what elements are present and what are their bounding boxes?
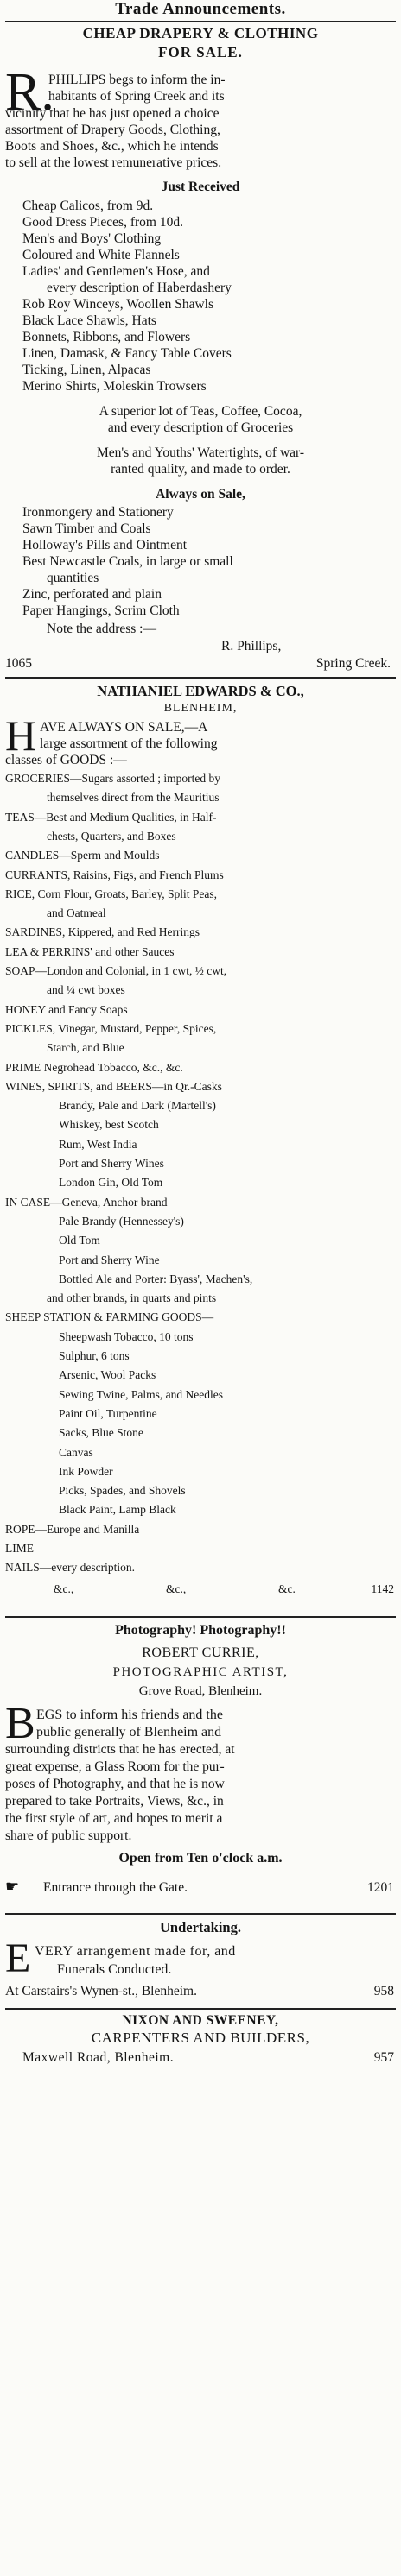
paragraph-line: A superior lot of Teas, Coffee, Cocoa, bbox=[99, 404, 302, 419]
goods-line: Rum, West India bbox=[59, 1137, 137, 1151]
list-item: Ladies' and Gentlemen's Hose, and bbox=[22, 264, 210, 279]
goods-line: ROPE—Europe and Manilla bbox=[5, 1522, 140, 1536]
address-line: Maxwell Road, Blenheim. bbox=[22, 2050, 175, 2065]
intro-line: Boots and Shoes, &c., which he intends bbox=[5, 139, 219, 154]
ad-number: 957 bbox=[373, 2050, 394, 2065]
opening-hours: Open from Ten o'clock a.m. bbox=[118, 1851, 283, 1866]
goods-line: NAILS—every description. bbox=[5, 1561, 135, 1575]
paragraph-line: ranted quality, and made to order. bbox=[111, 462, 290, 477]
divider bbox=[5, 21, 396, 22]
goods-line: LEA & PERRINS' and other Sauces bbox=[5, 944, 175, 958]
section-title: Always on Sale, bbox=[156, 487, 245, 502]
goods-line: London Gin, Old Tom bbox=[59, 1176, 163, 1190]
goods-line: RICE, Corn Flour, Groats, Barley, Split Peas, bbox=[5, 887, 217, 900]
goods-line: GROCERIES—Sugars assorted ; imported by bbox=[5, 772, 220, 785]
goods-line: WINES, SPIRITS, and BEERS—in Qr.-Casks bbox=[5, 1079, 222, 1093]
goods-line: CURRANTS, Raisins, Figs, and French Plums bbox=[5, 868, 224, 881]
goods-line: Port and Sherry Wine bbox=[59, 1253, 160, 1266]
goods-line: Sacks, Blue Stone bbox=[59, 1426, 143, 1440]
intro-line: public generally of Blenheim and bbox=[36, 1725, 222, 1739]
divider bbox=[5, 677, 396, 679]
list-item: Cheap Calicos, from 9d. bbox=[22, 199, 154, 213]
list-item: Ticking, Linen, Alpacas bbox=[22, 363, 151, 377]
list-item: Zinc, perforated and plain bbox=[22, 587, 162, 602]
drop-capital: B bbox=[5, 1699, 35, 1748]
goods-line: Starch, and Blue bbox=[47, 1041, 124, 1055]
goods-line: Whiskey, best Scotch bbox=[59, 1118, 159, 1132]
intro-line: to sell at the lowest remunerative prices. bbox=[5, 155, 222, 170]
intro-line: the first style of art, and hopes to merit a bbox=[5, 1811, 223, 1826]
list-item: Holloway's Pills and Ointment bbox=[22, 538, 188, 552]
list-item: every description of Haberdashery bbox=[47, 281, 232, 295]
etc-mark: &c., bbox=[54, 1582, 74, 1595]
ad-heading: FOR SALE. bbox=[158, 44, 243, 60]
list-item: quantities bbox=[47, 571, 99, 585]
ad-number: 1142 bbox=[371, 1582, 394, 1595]
list-item: Ironmongery and Stationery bbox=[22, 505, 174, 520]
artist-name: ROBERT CURRIE, bbox=[142, 1645, 259, 1660]
intro-line: habitants of Spring Creek and its bbox=[48, 89, 225, 104]
ad-subheading: CARPENTERS AND BUILDERS, bbox=[91, 2030, 310, 2046]
drop-capital: H bbox=[5, 711, 37, 760]
ad-heading: NATHANIEL EDWARDS & CO., bbox=[97, 683, 304, 699]
list-item: Black Lace Shawls, Hats bbox=[22, 313, 156, 328]
intro-line: surrounding districts that he has erected, at bbox=[5, 1742, 235, 1757]
list-item: Bonnets, Ribbons, and Flowers bbox=[22, 330, 191, 344]
ad-subheading: BLENHEIM, bbox=[163, 702, 238, 715]
goods-line: TEAS—Best and Medium Qualities, in Half- bbox=[5, 810, 217, 824]
intro-line: PHILLIPS begs to inform the in- bbox=[48, 73, 226, 87]
goods-line: Bottled Ale and Porter: Byass', Machen's, bbox=[59, 1272, 253, 1285]
artist-address: Grove Road, Blenheim. bbox=[138, 1684, 263, 1698]
ad-heading: Photography! Photography!! bbox=[115, 1623, 286, 1638]
goods-line: IN CASE—Geneva, Anchor brand bbox=[5, 1195, 168, 1209]
goods-line: Sewing Twine, Palms, and Needles bbox=[59, 1387, 224, 1401]
section-title: Just Received bbox=[161, 180, 240, 194]
goods-line: Black Paint, Lamp Black bbox=[59, 1503, 176, 1517]
intro-line: prepared to take Portraits, Views, &c., in bbox=[5, 1794, 224, 1809]
list-item: Best Newcastle Coals, in large or small bbox=[22, 554, 233, 569]
intro-line: poses of Photography, and that he is now bbox=[5, 1777, 225, 1791]
divider bbox=[5, 1616, 396, 1618]
goods-line: Paint Oil, Turpentine bbox=[59, 1406, 157, 1420]
paragraph-line: and every description of Groceries bbox=[107, 420, 294, 435]
pointing-hand-icon: ☛ bbox=[5, 1878, 20, 1895]
intro-line: EGS to inform his friends and the bbox=[36, 1708, 223, 1722]
goods-line: LIME bbox=[5, 1542, 34, 1555]
intro-line: large assortment of the following bbox=[40, 736, 218, 751]
goods-line: PRIME Negrohead Tobacco, &c., &c. bbox=[5, 1060, 183, 1074]
goods-line: and other brands, in quarts and pints bbox=[47, 1291, 217, 1305]
goods-line: themselves direct from the Mauritius bbox=[47, 791, 220, 805]
artist-title: PHOTOGRAPHIC ARTIST, bbox=[112, 1665, 289, 1679]
divider bbox=[5, 2008, 396, 2010]
goods-line: Sulphur, 6 tons bbox=[59, 1349, 130, 1362]
list-item: Men's and Boys' Clothing bbox=[22, 231, 162, 246]
goods-line: CANDLES—Sperm and Moulds bbox=[5, 849, 160, 862]
goods-line: and ¼ cwt boxes bbox=[47, 983, 125, 997]
goods-line: Ink Powder bbox=[59, 1464, 113, 1478]
paragraph-line: Funerals Conducted. bbox=[57, 1962, 172, 1977]
paragraph-line: VERY arrangement made for, and bbox=[35, 1944, 236, 1959]
goods-line: Pale Brandy (Hennessey's) bbox=[59, 1214, 184, 1228]
etc-mark: &c. bbox=[278, 1582, 296, 1595]
list-item: Merino Shirts, Moleskin Trowsers bbox=[22, 379, 207, 394]
goods-line: Picks, Spades, and Shovels bbox=[59, 1484, 186, 1498]
goods-line: chests, Quarters, and Boxes bbox=[47, 829, 176, 843]
drop-capital: E bbox=[5, 1935, 31, 1981]
ad-heading: CHEAP DRAPERY & CLOTHING bbox=[82, 25, 319, 41]
signature: R. Phillips, bbox=[221, 639, 282, 653]
intro-line: AVE ALWAYS ON SALE,—A bbox=[40, 720, 208, 735]
etc-mark: &c., bbox=[166, 1582, 187, 1595]
divider bbox=[5, 1913, 396, 1915]
goods-line: Brandy, Pale and Dark (Martell's) bbox=[59, 1099, 216, 1113]
list-item: Rob Roy Winceys, Woollen Shawls bbox=[22, 297, 214, 312]
list-item: Good Dress Pieces, from 10d. bbox=[22, 215, 183, 230]
list-item: Sawn Timber and Coals bbox=[22, 521, 151, 536]
goods-line: SHEEP STATION & FARMING GOODS— bbox=[5, 1310, 214, 1324]
address-line: At Carstairs's Wynen-st., Blenheim. bbox=[5, 1984, 197, 1998]
list-item: Linen, Damask, & Fancy Table Covers bbox=[22, 346, 232, 361]
ad-number: 958 bbox=[373, 1984, 394, 1998]
goods-line: and Oatmeal bbox=[47, 906, 106, 920]
ad-number: 1201 bbox=[367, 1880, 394, 1895]
list-item: Paper Hangings, Scrim Cloth bbox=[22, 603, 180, 618]
intro-line: great expense, a Glass Room for the pur- bbox=[5, 1759, 225, 1774]
paragraph-line: Men's and Youths' Watertights, of war- bbox=[96, 445, 305, 460]
goods-line: Sheepwash Tobacco, 10 tons bbox=[59, 1329, 194, 1343]
location: Spring Creek. bbox=[315, 656, 391, 671]
ad-number: 1065 bbox=[5, 656, 32, 671]
ad-nixon-sweeney bbox=[5, 2013, 396, 2082]
masthead-title: Trade Announcements. bbox=[115, 0, 286, 18]
intro-line: share of public support. bbox=[5, 1828, 132, 1843]
ad-heading: Undertaking. bbox=[160, 1919, 241, 1935]
list-item: Coloured and White Flannels bbox=[22, 248, 180, 262]
goods-line: Port and Sherry Wines bbox=[59, 1157, 164, 1170]
goods-line: Arsenic, Wool Packs bbox=[59, 1368, 156, 1382]
goods-line: HONEY and Fancy Soaps bbox=[5, 1002, 128, 1016]
intro-line: assortment of Drapery Goods, Clothing, bbox=[5, 123, 220, 137]
ad-heading: NIXON AND SWEENEY, bbox=[122, 2013, 279, 2028]
note-line: Note the address :— bbox=[47, 622, 156, 636]
goods-line: Old Tom bbox=[59, 1234, 100, 1247]
drop-capital: R. bbox=[5, 63, 54, 122]
goods-line: PICKLES, Vinegar, Mustard, Pepper, Spices, bbox=[5, 1021, 217, 1035]
goods-line: SARDINES, Kippered, and Red Herrings bbox=[5, 925, 200, 939]
goods-line: Canvas bbox=[59, 1445, 93, 1459]
intro-line: vicinity that he has just opened a choice bbox=[5, 106, 220, 121]
ad-currie bbox=[5, 1623, 396, 1934]
entrance-note: Entrance through the Gate. bbox=[43, 1880, 188, 1895]
ad-edwards bbox=[5, 684, 396, 1613]
intro-line: classes of GOODS :— bbox=[5, 753, 127, 767]
goods-line: SOAP—London and Colonial, in 1 cwt, ½ cwt, bbox=[5, 964, 227, 977]
